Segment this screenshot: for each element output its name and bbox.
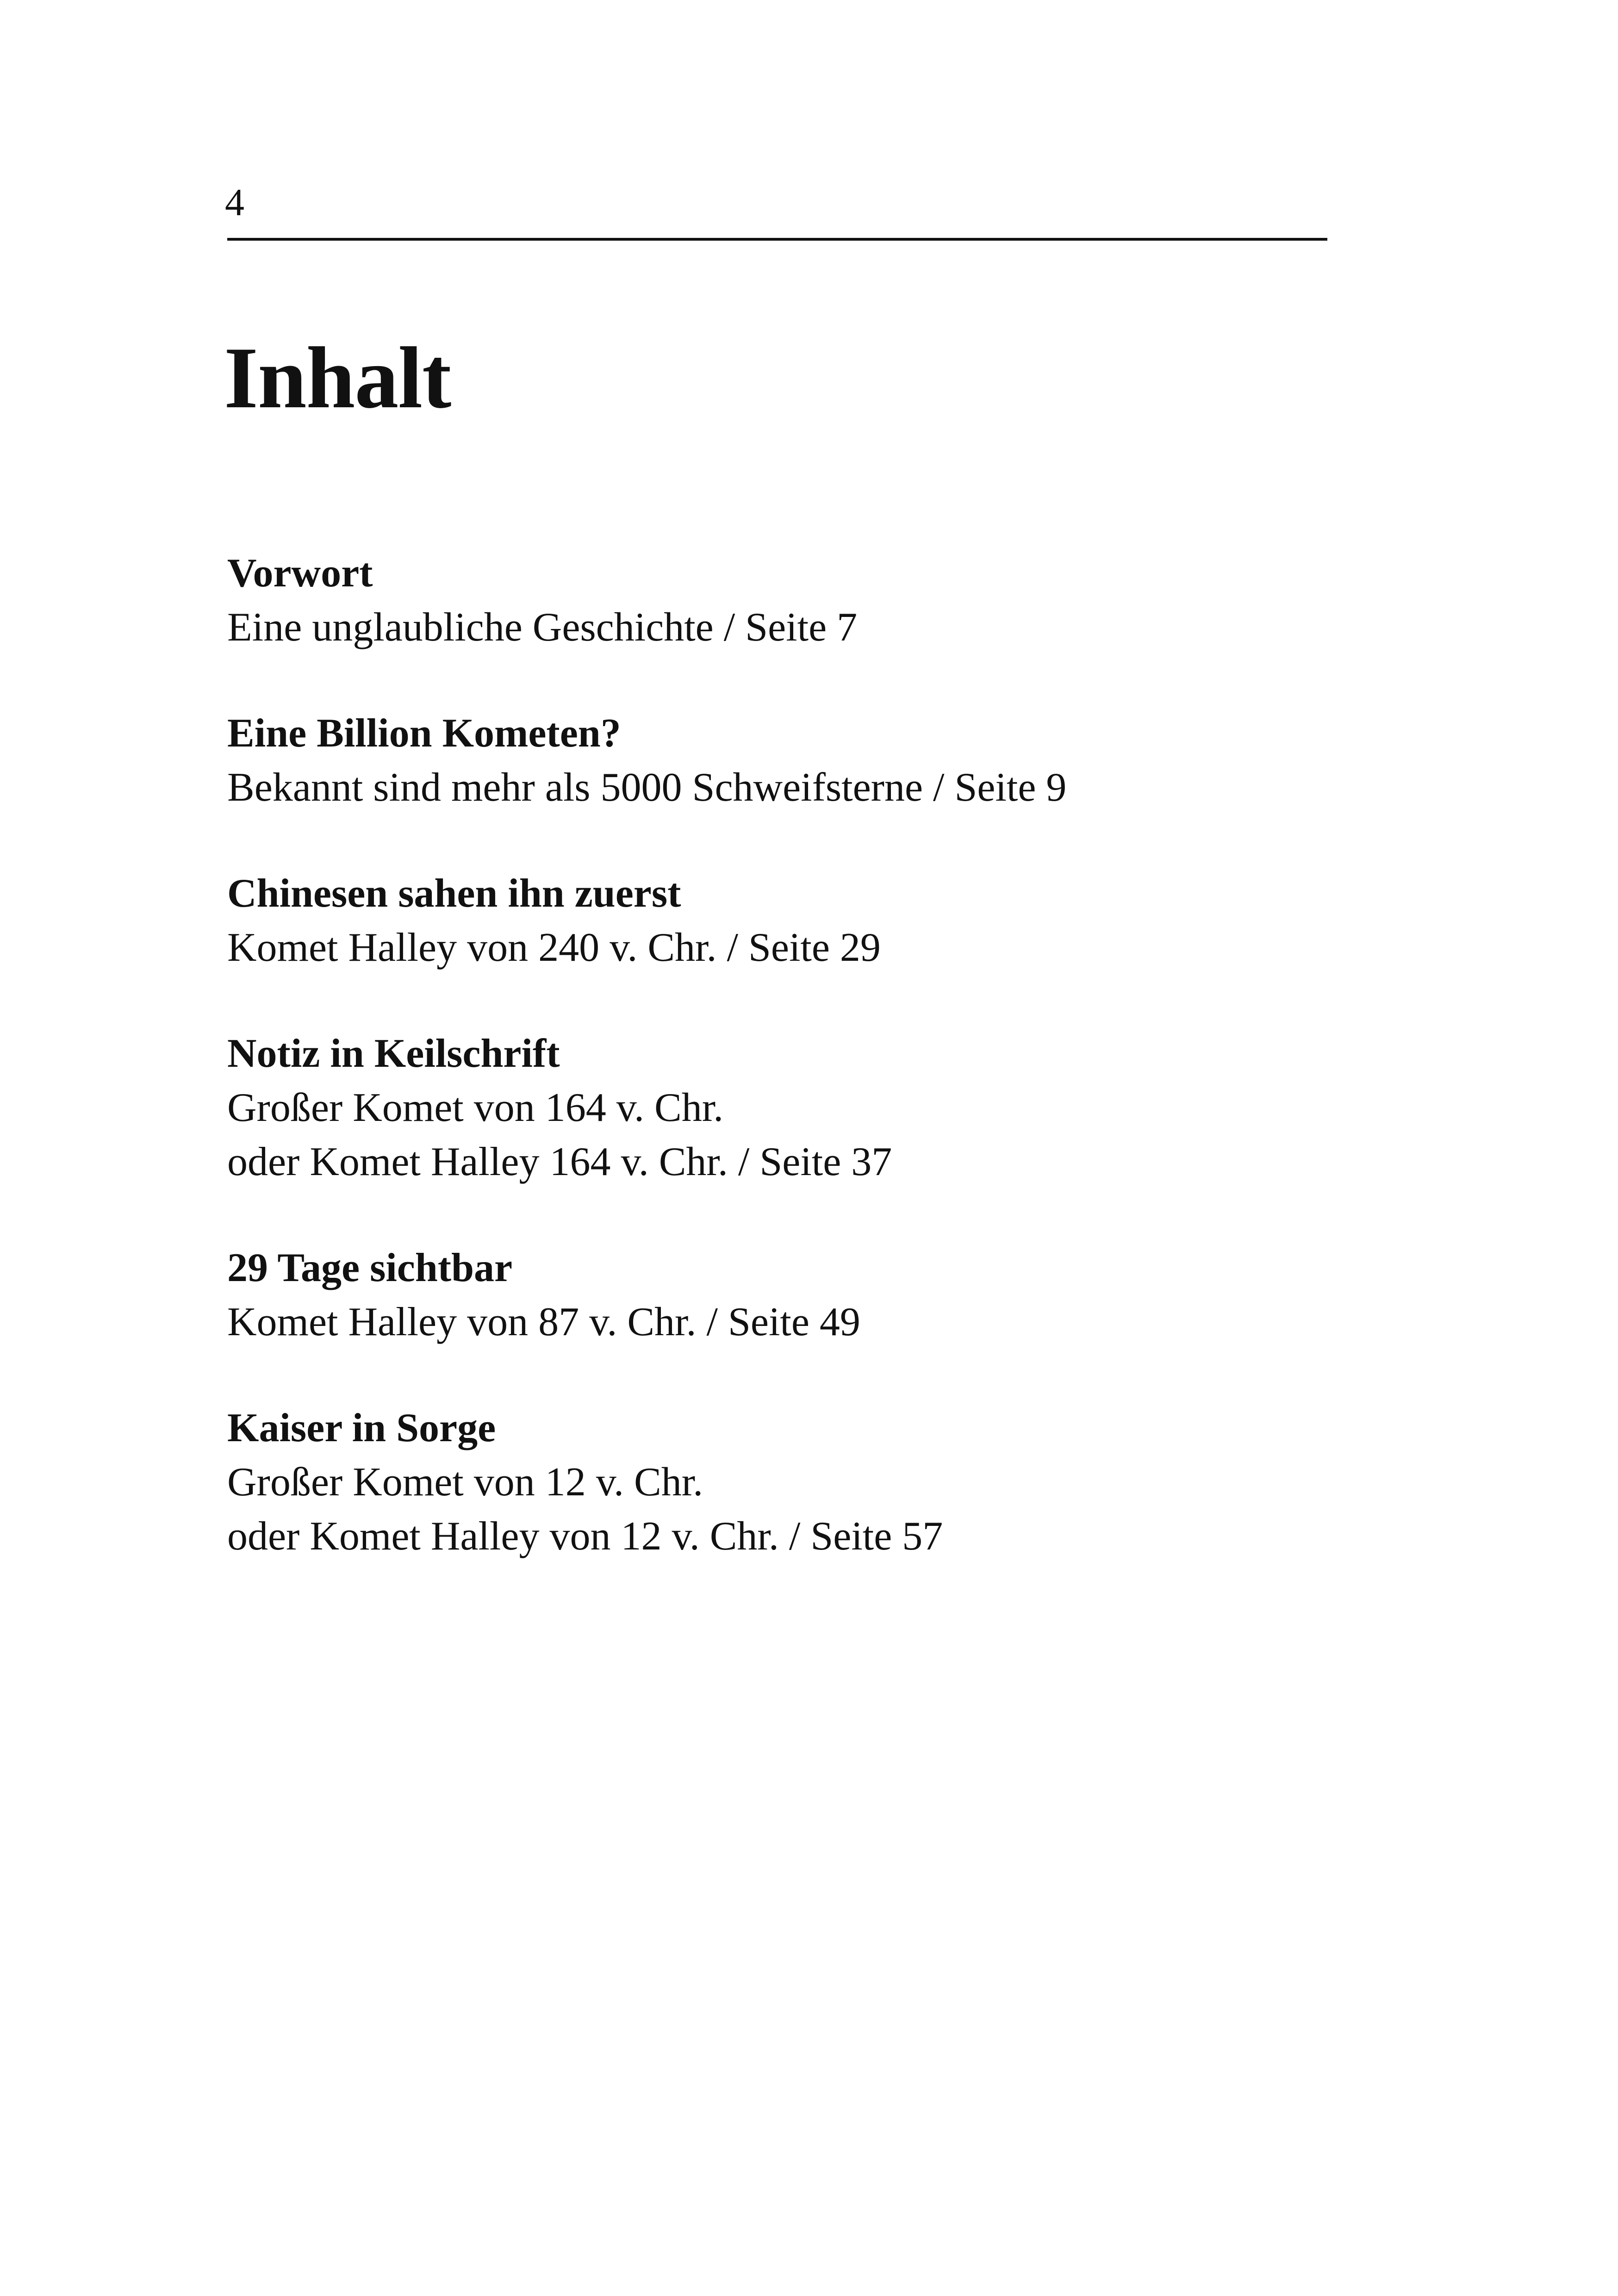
toc-entry-subtitle: Komet Halley von 87 v. Chr. / Seite 49	[227, 1300, 860, 1344]
toc-entry-subtitle: Eine unglaubliche Geschichte / Seite 7	[227, 605, 858, 650]
toc-entry-heading: Eine Billion Kometen?	[227, 711, 621, 756]
toc-entry	[227, 1401, 1327, 1563]
toc-entry-subtitle: Großer Komet von 12 v. Chr.	[227, 1460, 703, 1505]
toc-entry-heading: 29 Tage sichtbar	[227, 1245, 513, 1290]
header-rule	[227, 238, 1327, 241]
toc-entry	[227, 1241, 1327, 1349]
toc-entry-heading: Vorwort	[227, 551, 373, 596]
toc-entry-subtitle: Komet Halley von 240 v. Chr. / Seite 29	[227, 925, 881, 970]
toc-entry-heading: Chinesen sahen ihn zuerst	[227, 871, 681, 916]
toc-entry	[227, 866, 1327, 975]
table-of-contents	[227, 546, 1327, 1615]
toc-entry-subtitle: oder Komet Halley 164 v. Chr. / Seite 37	[227, 1139, 892, 1184]
toc-entry-subtitle: Bekannt sind mehr als 5000 Schweifsterne / Seite 9	[227, 765, 1067, 810]
page-number: 4	[225, 181, 244, 224]
toc-entry-heading: Kaiser in Sorge	[227, 1406, 496, 1450]
toc-entry-heading: Notiz in Keilschrift	[227, 1031, 560, 1076]
toc-entry	[227, 546, 1327, 654]
toc-entry	[227, 1027, 1327, 1189]
toc-entry-subtitle: oder Komet Halley von 12 v. Chr. / Seite 57	[227, 1514, 943, 1559]
page-title: Inhalt	[224, 330, 451, 427]
toc-entry	[227, 706, 1327, 815]
toc-entry-subtitle: Großer Komet von 164 v. Chr.	[227, 1085, 724, 1130]
